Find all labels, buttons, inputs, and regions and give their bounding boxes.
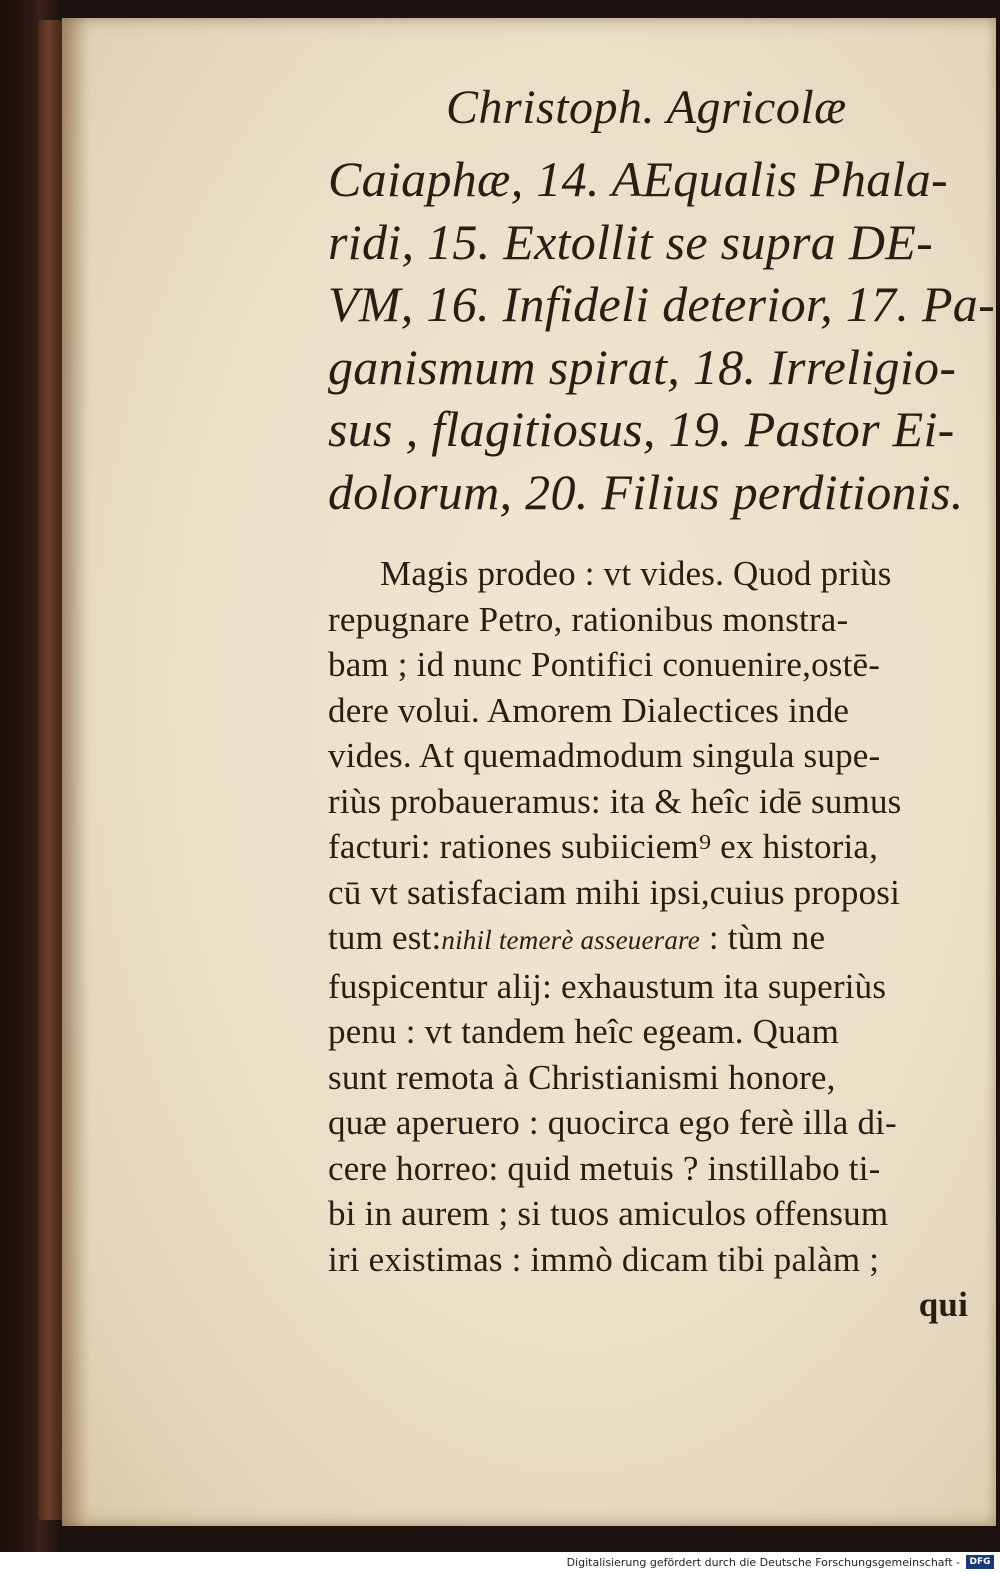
body-line: bi in aurem ; si tuos amiculos offensum <box>328 1194 889 1233</box>
body-line-end: : tùm ne <box>699 918 826 957</box>
italic-quotation: nihil temerè asseuerare <box>441 925 700 955</box>
page-gutter-shadow <box>62 18 90 1526</box>
body-line: Magis prodeo : vt vides. Quod priùs <box>380 554 892 593</box>
italic-line: VM, 16. Infideli deterior, 17. Pa- <box>328 276 996 332</box>
catchword: qui <box>918 1285 968 1324</box>
body-line: cū vt satisfaciam mihi ipsi,cuius proposi <box>328 872 901 912</box>
body-line: facturi: rationes subiiciem⁹ ex historia, <box>328 827 879 866</box>
body-line-start: tum est: <box>328 918 442 957</box>
body-line: repugnare Petro, rationibus monstra- <box>328 599 849 639</box>
funding-credit: Digitalisierung gefördert durch die Deutsche Forschungsgemeinschaft - <box>566 1556 960 1569</box>
body-line: fuspicentur alij: exhaustum ita superiùs <box>328 966 887 1006</box>
dfg-logo: DFG <box>966 1555 994 1569</box>
body-line-mixed <box>328 915 978 964</box>
footer-bar <box>0 1552 1000 1572</box>
body-line: sunt remota à Christianismi honore, <box>328 1057 836 1097</box>
italic-line: dolorum, 20. Filius perditionis. <box>328 463 964 520</box>
italic-line: Caiaphæ, 14. AEqualis Phala- <box>328 151 948 207</box>
body-line: quæ aperuero : quocirca ego ferè illa di- <box>328 1103 897 1142</box>
body-line: riùs probaueramus: ita & heîc idē sumus <box>328 781 902 821</box>
running-head: Christoph. Agricolæ <box>446 81 847 134</box>
italic-line: sus , flagitiosus, 19. Pastor Ei- <box>328 401 955 457</box>
body-line: iri existimas : immò dicam tibi palàm ; <box>328 1239 880 1279</box>
body-line: vides. At quemadmodum singula supe- <box>328 736 881 775</box>
body-line: cere horreo: quid metuis ? instillabo ti- <box>328 1148 881 1188</box>
page-text-block <box>328 76 996 1328</box>
italic-line: ridi, 15. Extollit se supra DE- <box>328 213 934 270</box>
body-line: dere volui. Amorem Dialectices inde <box>328 690 850 730</box>
italic-line: ganismum spirat, 18. Irreligio- <box>328 338 957 395</box>
book-spine-edge <box>38 20 64 1520</box>
body-line: penu : vt tandem heîc egeam. Quam <box>328 1012 840 1051</box>
body-line: bam ; id nunc Pontifici conuenire,ostē- <box>328 645 881 684</box>
